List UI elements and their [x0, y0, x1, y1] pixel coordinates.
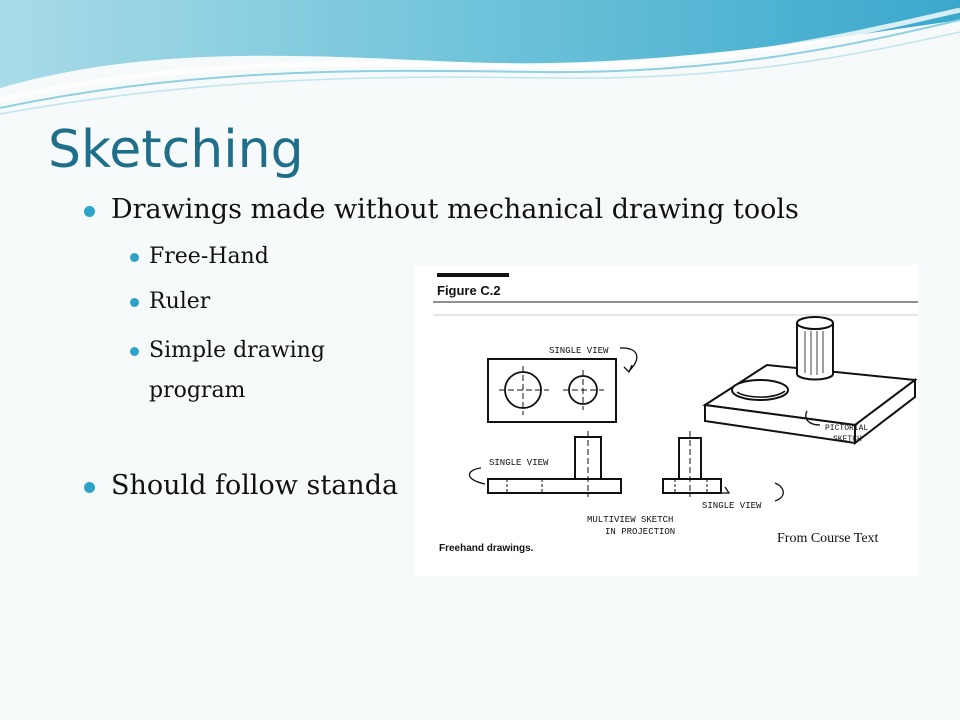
sub-bullet-text: Simple drawing: [149, 338, 325, 363]
figure-label: Figure C.2: [437, 283, 501, 298]
label-multiview-line1: MULTIVIEW SKETCH: [587, 515, 674, 525]
label-pictorial-line2: SKETCH: [833, 435, 862, 444]
label-single-view-top: SINGLE VIEW: [549, 346, 609, 356]
slide-title: Sketching: [48, 120, 304, 180]
sub-bullet-dot: [130, 347, 139, 356]
bullet-dot: [84, 482, 95, 493]
sub-bullet-text: Free-Hand: [149, 244, 269, 269]
bullet-dot: [84, 206, 95, 217]
figure-credit: From Course Text: [777, 531, 879, 546]
label-pictorial-line1: PICTORIAL: [825, 424, 869, 433]
label-multiview-line2: IN PROJECTION: [605, 527, 676, 537]
bullet-text: Should follow standa: [111, 470, 399, 501]
figure-caption: Freehand drawings.: [439, 543, 534, 554]
label-single-view-right: SINGLE VIEW: [702, 501, 762, 511]
sub-bullet-dot: [130, 298, 139, 307]
sub-bullet-text: Ruler: [149, 289, 211, 314]
figure-freehand-drawings: [415, 265, 918, 576]
header-wave-decoration: [0, 0, 960, 130]
label-single-view-left: SINGLE VIEW: [489, 458, 549, 468]
sub-bullet-text-continued: program: [149, 378, 246, 403]
sub-bullet-dot: [130, 253, 139, 262]
bullet-text: Drawings made without mechanical drawing tools: [111, 194, 799, 225]
